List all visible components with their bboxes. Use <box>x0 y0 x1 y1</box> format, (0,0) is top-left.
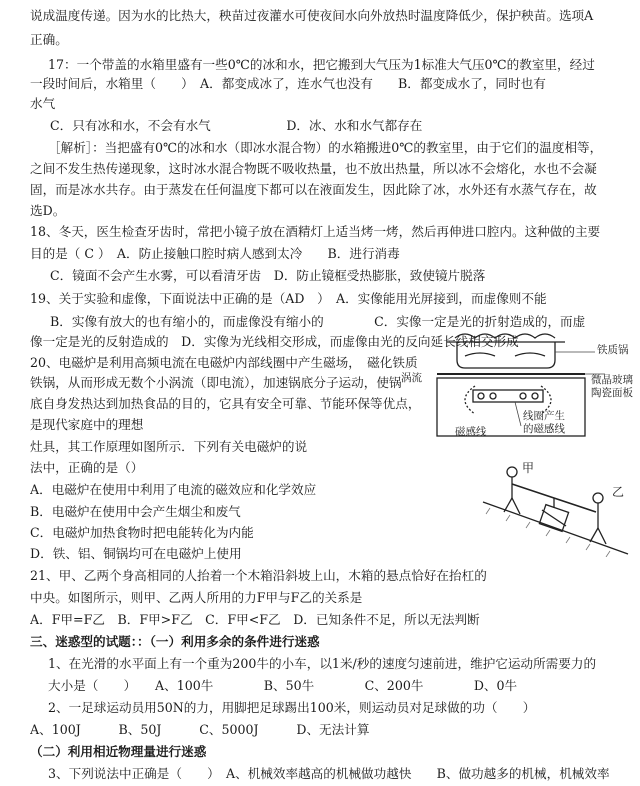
slope-carry-figure <box>478 462 633 557</box>
question-17: 17：一个带盖的水箱里盛有一些0℃的冰和水，把它搬到大气压为1标准大气压0℃的教室里，经过 <box>48 57 595 72</box>
text-line: 说成温度传递。因为水的比热大，秧苗过夜灌水可使夜间水向外放热时温度降低少，保护秧苗。选项A <box>30 8 594 23</box>
option-line: 大小是（ ） A、100牛 B、50牛 C、200牛 D、0牛 <box>48 678 518 693</box>
text-line: 选D。 <box>30 203 66 218</box>
option-line: A．F甲=F乙 B．F甲>F乙 C．F甲<F乙 D．已知条件不足，所以无法判断 <box>30 612 480 627</box>
text-line: 像一定是光的反射造成的 D．实像为光线相交形成，而虚像由光的反向延长线相交形成 <box>30 334 519 349</box>
induction-cooker-figure <box>401 330 635 445</box>
label-coil-field: 线圈产生 <box>523 410 565 422</box>
text-line: 铁锅，从而形成无数个小涡流（即电流），加速锅底分子运动，使锅 <box>30 375 402 390</box>
question-18: 18、冬天，医生检查牙齿时，常把小镜子放在酒精灯上适当烤一烤，然后再伸进口腔内。这种做的主要 <box>30 224 601 239</box>
question-20: 20、电磁炉是利用高频电流在电磁炉内部线圈中产生磁场， 磁化铁质 <box>30 355 418 370</box>
text-line: 固，而是冰水共存。由于蒸发在任何温度下都可以在液面发生，因此除了冰，水外还有水蒸气存在，故 <box>30 182 597 197</box>
text-line: 是现代家庭中的理想 <box>30 417 144 432</box>
label-person-b: 乙 <box>612 485 625 499</box>
label-eddy-current: 涡流 <box>401 372 422 384</box>
text-line: 1、在光滑的水平面上有一个重为200牛的小车，以1米/秒的速度匀速前进，维护它运动所需要力的 <box>48 656 597 671</box>
slope-carry-diagram <box>478 462 633 557</box>
label-person-a: 甲 <box>522 461 535 475</box>
subsection-heading: （二）利用相近物理量进行迷惑 <box>30 744 207 759</box>
text-line: 法中，正确的是（） <box>30 460 144 475</box>
option-line: C．镜面不会产生水雾，可以看清牙齿 D．防止镜框受热膨胀，致使镜片脱落 <box>50 268 486 283</box>
label-ceramic-panel: 陶瓷面板 <box>591 387 633 399</box>
option-line: C．只有冰和水，不会有水气 D．冰、水和水气都存在 <box>50 118 423 133</box>
label-iron-pot: 铁质锅 <box>597 344 629 356</box>
text-line: 中央。如图所示，则甲、乙两人所用的力F甲与F乙的关系是 <box>30 590 363 605</box>
text-line: 灶具，其工作原理如图所示．下列有关电磁炉的说 <box>30 439 308 454</box>
label-glass-ceramic: 微晶玻璃 <box>591 374 633 386</box>
text-line: 正确。 <box>30 32 68 47</box>
label-coil-field-2: 的磁感线 <box>523 423 565 435</box>
text-line: 底自身发热达到加热食品的目的，它具有安全可靠、节能环保等优点， <box>30 396 420 411</box>
option-line: D．铁、铝、铜锅均可在电磁炉上使用 <box>30 546 242 561</box>
text-line: 水气 <box>30 96 56 111</box>
text-line: 目的是（ C ） A．防止接触口腔时病人感到太冷 B．进行消毒 <box>30 246 400 261</box>
question-19: 19、关于实验和虚像，下面说法中正确的是（AD ） A．实像能用光屏接到，而虚像则不能 <box>30 291 547 306</box>
text-line: 一段时间后，水箱里（ ） A．都变成冰了，连水气也没有 B．都变成水了，同时也有 <box>30 76 546 91</box>
section-heading: 三、迷惑型的试题：：（一）利用多余的条件进行迷惑 <box>30 634 320 649</box>
analysis-17: ［解析］：当把盛有0℃的冰和水（即冰水混合物）的水箱搬进0℃的教室里，由于它们的温度相等， <box>48 140 603 155</box>
question-21: 21、甲、乙两个身高相同的人抬着一个木箱沿斜坡上山，木箱的悬点恰好在抬杠的 <box>30 568 487 583</box>
text-line: 之间不发生热传递现象，这时冰水混合物既不吸收热量，也不放出热量，所以冰不会熔化，水也不会凝 <box>30 161 597 176</box>
option-line: B．电磁炉在使用中会产生烟尘和废气 <box>30 504 241 519</box>
text-line: 3、下列说法中正确是（ ） A、机械效率越高的机械做功越快 B、做功越多的机械，机械效率 <box>48 766 610 781</box>
option-line: B．实像有放大的也有缩小的，而虚像没有缩小的 C．实像一定是光的折射造成的，而虚 <box>50 314 586 329</box>
label-magnetic-lines: 磁感线 <box>455 426 487 438</box>
text-line: 2、一足球运动员用50N的力，用脚把足球踢出100米，则运动员对足球做的功（ ） <box>48 700 536 715</box>
option-line: A、100J B、50J C、5000J D、无法计算 <box>30 722 370 737</box>
option-line: C．电磁炉加热食物时把电能转化为内能 <box>30 525 254 540</box>
option-line: A．电磁炉在使用中利用了电流的磁效应和化学效应 <box>30 482 317 497</box>
